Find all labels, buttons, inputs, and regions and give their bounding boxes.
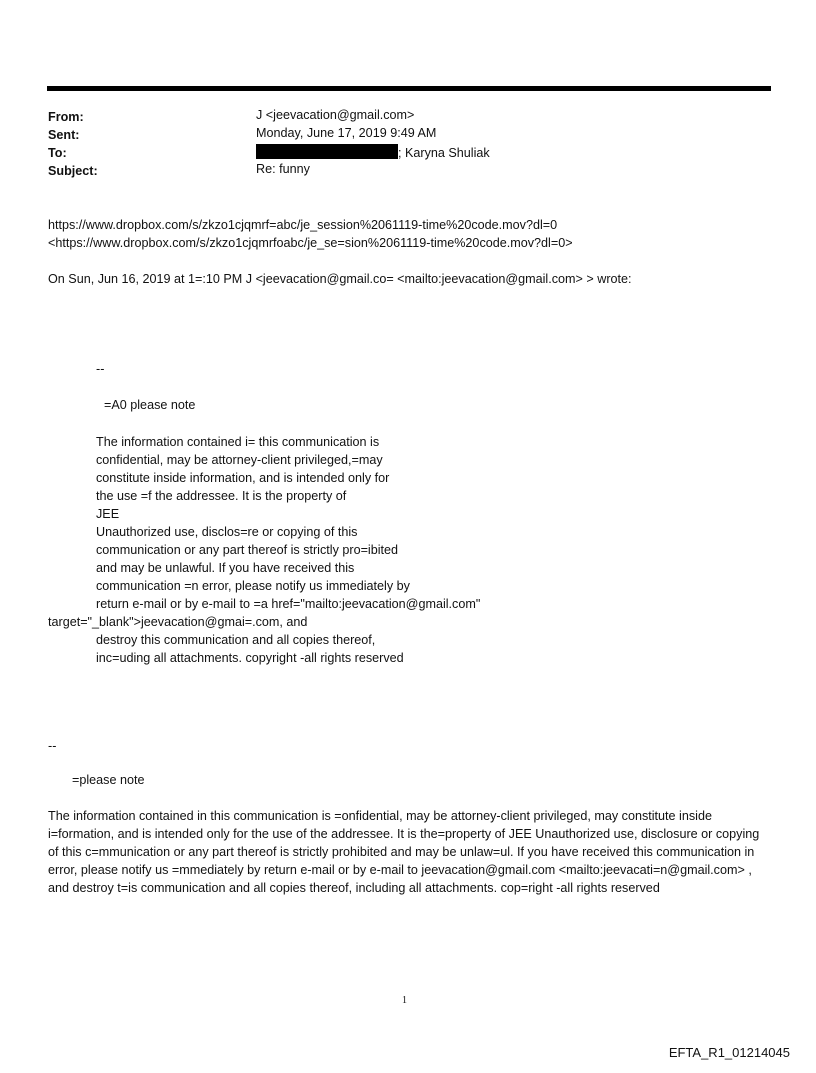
quoted-line: communication =n error, please notify us immediately by [96, 579, 410, 593]
quoted-line: The information contained i= this communication is [96, 435, 380, 449]
quote-attribution: On Sun, Jun 16, 2019 at 1=:10 PM J <jeevacation@gmail.co= <mailto:jeevacation@gmail.com> > wrote: [48, 272, 632, 286]
quoted-line: constitute inside information, and is intended only for [96, 471, 390, 485]
subject-label: Subject: [48, 164, 98, 178]
quoted-line: JEE [96, 507, 120, 521]
dropbox-link-alt[interactable]: <https://www.dropbox.com/s/zkzo1cjqmrfoabc/je_se=sion%2061119-time%20code.mov?dl=0> [48, 236, 573, 250]
from-value: J <jeevacation@gmail.com> [256, 108, 415, 122]
quoted-line: target="_blank">jeevacation@gmai=.com, and [48, 615, 308, 629]
page-number: 1 [402, 995, 407, 1006]
quoted-line: and may be unlawful. If you have received this [96, 561, 355, 575]
signature-separator-2: -- [48, 739, 57, 753]
from-label: From: [48, 110, 84, 124]
redaction-box [256, 144, 398, 159]
subject-value: Re: funny [256, 162, 310, 176]
to-value [256, 144, 490, 160]
sent-value: Monday, June 17, 2019 9:49 AM [256, 126, 437, 140]
header-divider [47, 86, 771, 91]
please-note-heading-2: =please note [72, 773, 145, 787]
quoted-line: Unauthorized use, disclos=re or copying of this [96, 525, 358, 539]
please-note-heading: =A0 please note [104, 398, 196, 412]
signature-separator: -- [96, 362, 105, 376]
to-label: To: [48, 146, 67, 160]
sent-row [48, 126, 79, 144]
dropbox-link[interactable]: https://www.dropbox.com/s/zkzo1cjqmrf=abc/je_session%2061119-time%20code.mov?dl=0 [48, 218, 558, 232]
to-row [48, 144, 67, 162]
disclaimer-paragraph: The information contained in this communication is =onfidential, may be attorney-client privileged, may constitute inside i=formation, and is intended only for the use of the addressee. It is the=property of JEE Unauthorized use, disclosure or copying of this c=mmunication or any part thereof is strictly prohibited and may be unlaw=ul. If you have received this communication in error, please notify us =mmediately by return e-mail or by e-mail to jeevacation@gmail.com <mailto:jeevacati=n@gmail.com> , and destroy t=is communication and all copies thereof, including all attachments. cop=right -all rights reserved [48, 809, 760, 895]
quoted-line: confidential, may be attorney-client privileged,=may [96, 453, 383, 467]
quoted-line: communication or any part thereof is strictly pro=ibited [96, 543, 399, 557]
sent-label: Sent: [48, 128, 80, 142]
bates-number: EFTA_R1_01214045 [668, 1045, 790, 1060]
quoted-line: destroy this communication and all copies thereof, [96, 633, 376, 647]
quoted-disclaimer [48, 433, 481, 667]
to-recipient: ; Karyna Shuliak [398, 146, 490, 160]
quoted-line: inc=uding all attachments. copyright -all rights reserved [96, 651, 404, 665]
subject-row [48, 162, 98, 180]
quoted-line: return e-mail or by e-mail to =a href="mailto:jeevacation@gmail.com" [96, 597, 481, 611]
from-row [48, 108, 84, 126]
quoted-line: the use =f the addressee. It is the property of [96, 489, 347, 503]
